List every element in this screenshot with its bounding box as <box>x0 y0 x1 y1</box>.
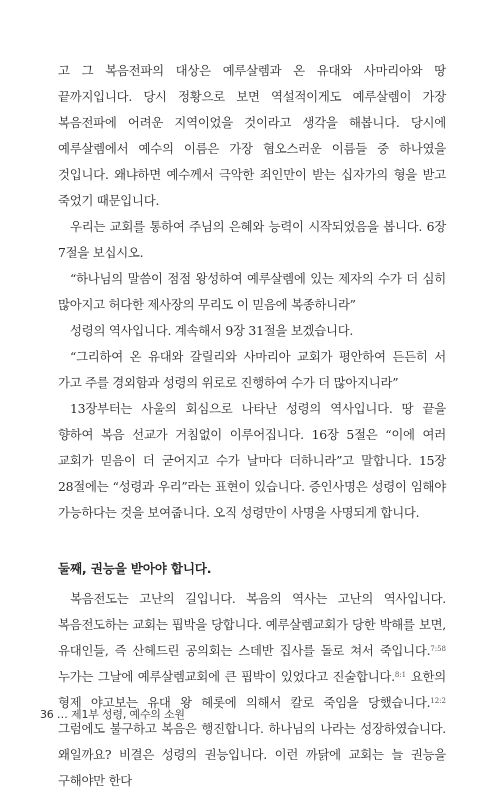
paragraph-3: 성령의 역사입니다. 계속해서 9장 31절을 보겠습니다. <box>70 323 354 338</box>
footer-separator: … <box>56 708 68 721</box>
page-footer <box>40 706 185 722</box>
paragraph-5-part-b: 누가는 그날에 예루살렘교회에 큰 핍박이 있었다고 진술합니다. <box>58 669 395 684</box>
paragraph-5-part-d: 그럼에도 불구하고 복음은 행진합니다. 하나님의 나라는 성장하였습니다. 왜일까요? 비결은 성령의 권능입니다. 이런 까닭에 교회는 늘 권능을 구해야만 한다 <box>58 721 446 788</box>
book-title: 성령, 예수의 소원 <box>101 708 185 721</box>
page-number: 36 <box>40 708 54 721</box>
quote-acts-9-31: “그리하여 온 유대와 갈릴리와 사마리아 교회가 평안하여 든든히 서 가고 주를 경외함과 성령의 위로로 진행하여 수가 더 많아지니라” <box>58 349 446 390</box>
paragraph-5-part-c: 요한의 형제 야고보는 유대 왕 헤롯에 의해서 칼로 죽임을 당했습니다. <box>58 669 446 710</box>
verse-reference-7-58: 7:58 <box>430 645 446 653</box>
section-spacer <box>58 526 446 556</box>
paragraph-1: 고 그 복음전파의 대상은 예루살렘과 온 유대와 사마리아와 땅 끝까지입니다. 당시 정황으로 보면 역설적이게도 예루살렘이 가장 복음전파에 어려운 지역이었을 것이라고 생각을 해봅니다. 당시에 예루살렘에서 예수의 이름은 가장 혐오스러운 이름들 중 하나였을 것입니다. 왜냐하면 예수께서 극악한 죄인만이 받는 십자가의 형을 받고 죽었기 때문입니다. <box>58 63 446 208</box>
paragraph-2: 우리는 교회를 통하여 주님의 은혜와 능력이 시작되었음을 봅니다. 6장 7절을 보십시오. <box>58 219 446 260</box>
body-text <box>58 58 446 794</box>
paragraph-5-part-a: 복음전도는 고난의 길입니다. 복음의 역사는 고난의 역사입니다. 복음전도하는 교회는 핍박을 당합니다. 예루살렘교회가 당한 박해를 보면, 유대인들, 즉 산헤드린 공의회는 스데반 집사를 돌로 쳐서 죽입니다. <box>58 591 446 658</box>
verse-reference-12-2: 12:2 <box>430 697 446 705</box>
paragraph-4: 13장부터는 사울의 회심으로 나타난 성령의 역사입니다. 땅 끝을 향하여 복음 선교가 거침없이 이루어집니다. 16장 5절은 “이에 여러 교회가 믿음이 더 굳어지고 수가 날마다 더하니라”고 말합니다. 15장 28절에는 “성령과 우리”라는 표현이 있습니다. 증인사명은 성령이 임해야 가능하다는 것을 보여줍니다. 오직 성령만이 사명을 사명되게 합니다. <box>58 401 446 520</box>
paragraph-5 <box>58 586 446 794</box>
quote-acts-6-7: “하나님의 말씀이 점점 왕성하여 예루살렘에 있는 제자의 수가 더 심히 많아지고 허다한 제사장의 무리도 이 믿음에 복종하니라” <box>58 271 446 312</box>
section-heading: 둘째, 권능을 받아야 합니다. <box>58 561 212 576</box>
part-label: 제1부 <box>71 708 99 721</box>
verse-reference-8-1: 8:1 <box>394 671 407 679</box>
